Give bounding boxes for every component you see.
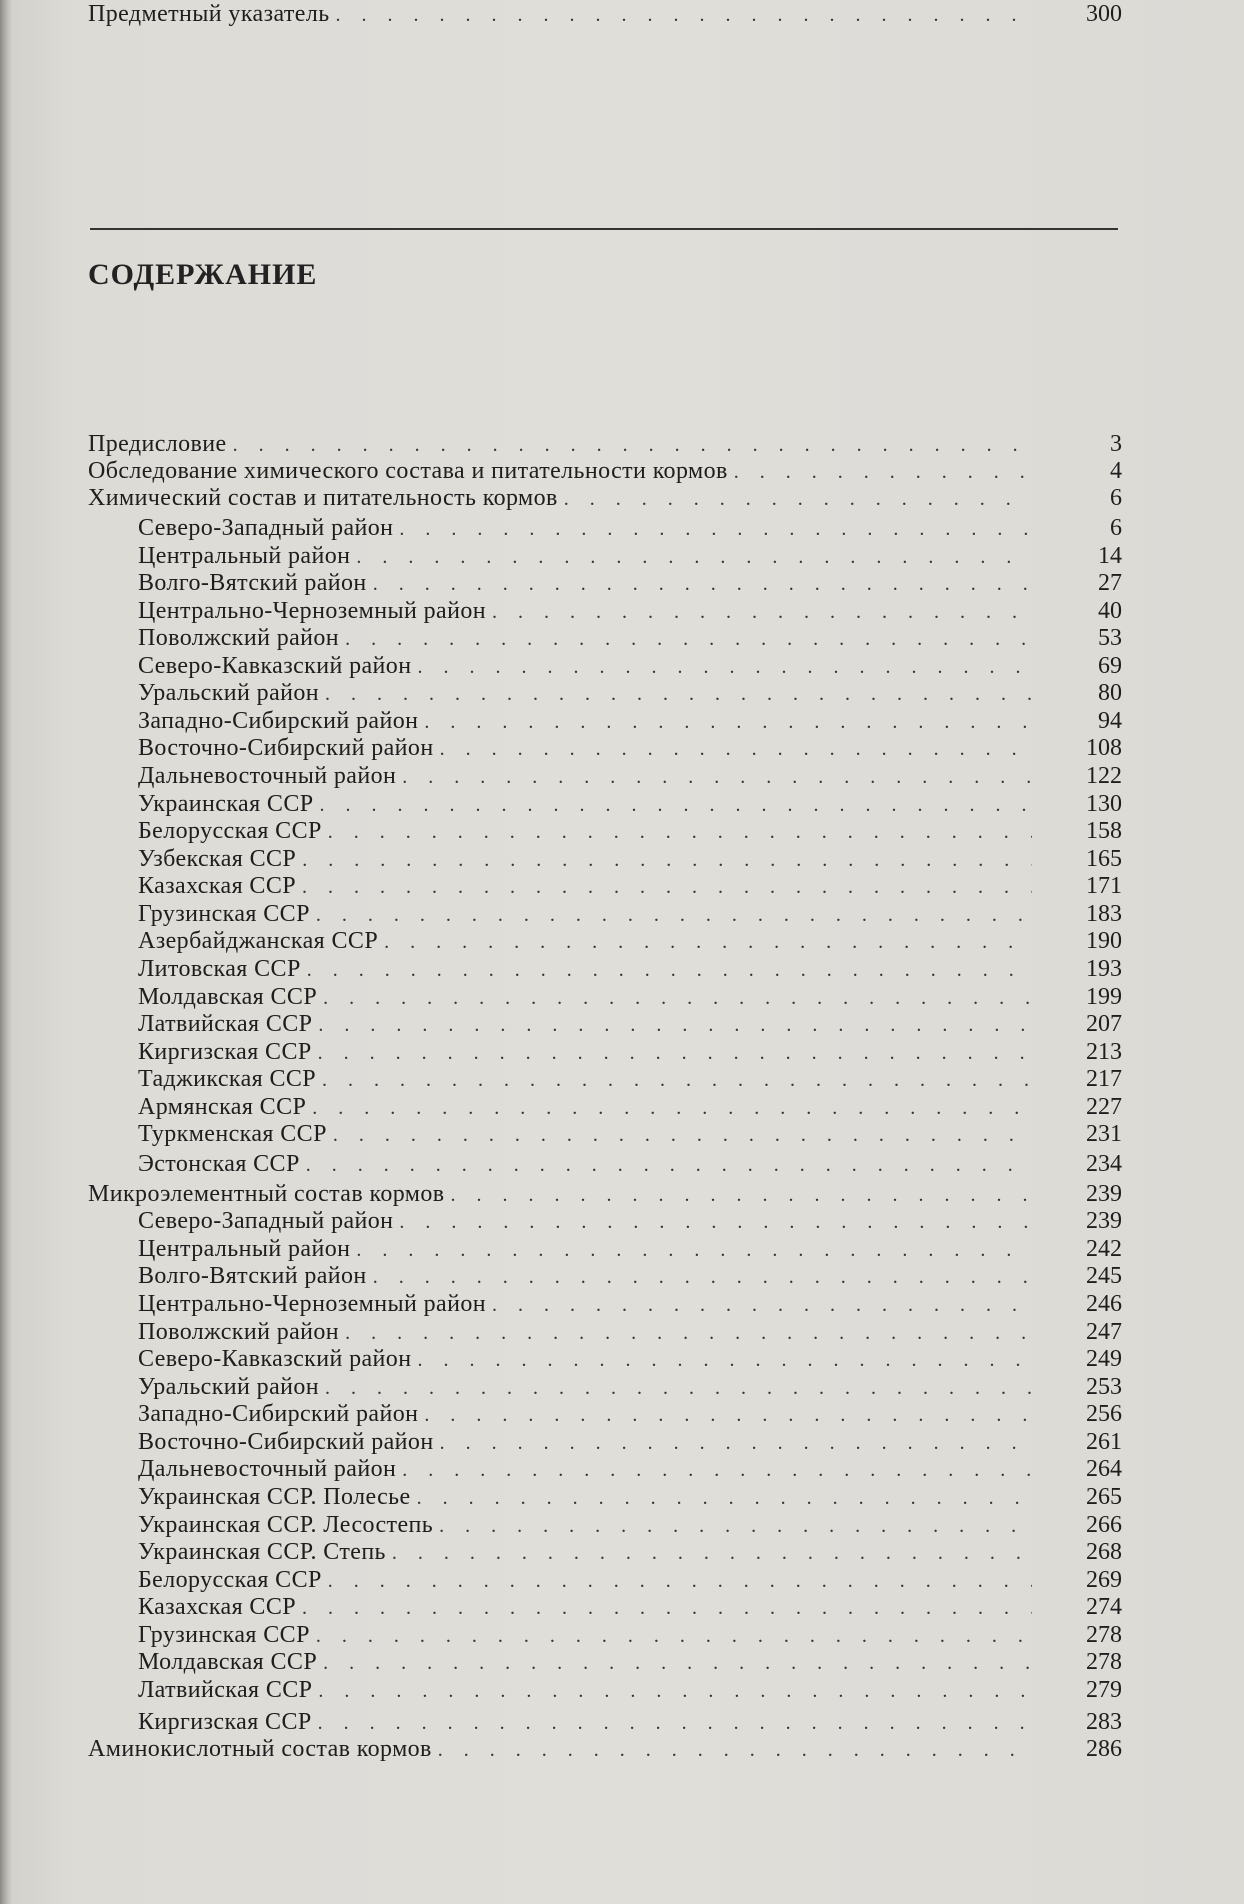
dot-leader	[402, 1456, 1032, 1484]
toc-page-number: 183	[1086, 901, 1122, 927]
toc-page-number: 40	[1098, 598, 1122, 624]
toc-entry-label: Украинская ССР. Лесостепь	[138, 1512, 434, 1538]
toc-page-number: 247	[1086, 1319, 1122, 1345]
toc-entry-label: Западно-Сибирский район	[138, 1401, 419, 1427]
toc-page-number: 231	[1086, 1121, 1122, 1147]
toc-page-number: 278	[1086, 1649, 1122, 1675]
toc-page-number: 256	[1086, 1401, 1122, 1427]
dot-leader	[439, 1512, 1032, 1540]
toc-page-number: 234	[1086, 1151, 1122, 1177]
toc-page-number: 268	[1086, 1539, 1122, 1565]
toc-subsection-entry	[138, 845, 1122, 873]
toc-subsection-entry	[138, 1566, 1122, 1594]
dot-leader	[356, 543, 1032, 571]
toc-subsection-entry	[138, 1207, 1122, 1235]
dot-leader	[233, 431, 1032, 459]
toc-subsection-entry	[138, 1150, 1122, 1178]
dot-leader	[318, 1039, 1032, 1067]
toc-subsection-entry	[138, 1483, 1122, 1511]
toc-page-number: 53	[1098, 625, 1122, 651]
toc-entry-label: Украинская ССР. Степь	[138, 1539, 386, 1565]
toc-page-number: 199	[1086, 984, 1122, 1010]
toc-entry-label: Молдавская ССР	[138, 1649, 318, 1675]
toc-subsection-entry	[138, 927, 1122, 955]
page-title: СОДЕРЖАНИЕ	[88, 258, 318, 291]
toc-entry-label: Белорусская ССР	[138, 818, 322, 844]
dot-leader	[564, 485, 1032, 513]
toc-section-entry	[88, 457, 1122, 485]
toc-page-number: 246	[1086, 1291, 1122, 1317]
toc-entry-label: Казахская ССР	[138, 873, 296, 899]
toc-page-number: 6	[1110, 515, 1122, 541]
toc-page-number: 165	[1086, 846, 1122, 872]
dot-leader	[392, 1539, 1032, 1567]
dot-leader	[320, 791, 1033, 819]
dot-leader	[302, 846, 1032, 874]
toc-entry-label: Украинская ССР. Полесье	[138, 1484, 411, 1510]
toc-page-number: 239	[1086, 1208, 1122, 1234]
toc-page-number: 217	[1086, 1066, 1122, 1092]
dot-leader	[318, 1011, 1032, 1039]
dot-leader	[734, 458, 1032, 486]
toc-subsection-entry	[138, 569, 1122, 597]
toc-page-number: 207	[1086, 1011, 1122, 1037]
toc-entry-label: Белорусская ССР	[138, 1567, 322, 1593]
toc-entry-label: Таджикская ССР	[138, 1066, 317, 1092]
toc-entry-label: Туркменская ССР	[138, 1121, 327, 1147]
toc-page-number: 27	[1098, 570, 1122, 596]
dot-leader	[356, 1236, 1032, 1264]
dot-leader	[333, 1121, 1032, 1149]
toc-subsection-entry	[138, 1708, 1122, 1736]
dot-leader	[316, 1622, 1032, 1650]
toc-entry-label: Центрально-Черноземный район	[138, 598, 486, 624]
toc-entry-label: Латвийская ССР	[138, 1677, 313, 1703]
dot-leader	[492, 598, 1032, 626]
toc-entry-label: Западно-Сибирский район	[138, 708, 419, 734]
toc-page-number: 130	[1086, 791, 1122, 817]
toc-entry-label: Центральный район	[138, 543, 351, 569]
toc-subsection-entry	[138, 597, 1122, 625]
dot-leader	[440, 1429, 1032, 1457]
dot-leader	[323, 1649, 1032, 1677]
toc-page-number: 265	[1086, 1484, 1122, 1510]
toc-section-entry	[88, 1180, 1122, 1208]
toc-page-number: 286	[1086, 1736, 1122, 1762]
header-rule	[90, 228, 1118, 230]
toc-entry-label: Поволжский район	[138, 625, 340, 651]
toc-entry-label: Северо-Кавказский район	[138, 1346, 412, 1372]
dot-leader	[384, 928, 1032, 956]
toc-subsection-entry	[138, 1038, 1122, 1066]
toc-section-entry	[88, 484, 1122, 512]
toc-page-number: 274	[1086, 1594, 1122, 1620]
dot-leader	[373, 1263, 1032, 1291]
toc-subsection-entry	[138, 542, 1122, 570]
toc-entry-label: Киргизская ССР	[138, 1039, 312, 1065]
toc-page-number: 264	[1086, 1456, 1122, 1482]
toc-subsection-entry	[138, 1318, 1122, 1346]
toc-entry-label: Киргизская ССР	[138, 1709, 312, 1735]
toc-page-number: 266	[1086, 1512, 1122, 1538]
toc-entry-label: Предисловие	[88, 431, 227, 457]
dot-leader	[328, 818, 1032, 846]
toc-subsection-entry	[138, 1593, 1122, 1621]
toc-page-number: 171	[1086, 873, 1122, 899]
toc-page-number: 261	[1086, 1429, 1122, 1455]
toc-entry-label: Дальневосточный район	[138, 1456, 397, 1482]
toc-subsection-entry	[138, 872, 1122, 900]
dot-leader	[325, 680, 1032, 708]
toc-entry-label: Центрально-Черноземный район	[138, 1291, 486, 1317]
dot-leader	[318, 1709, 1032, 1737]
toc-subsection-entry	[138, 1428, 1122, 1456]
toc-subsection-entry	[138, 734, 1122, 762]
toc-entry-label: Восточно-Сибирский район	[138, 735, 434, 761]
dot-leader	[325, 1374, 1032, 1402]
toc-subsection-entry	[138, 707, 1122, 735]
toc-section-entry	[88, 430, 1122, 458]
toc-subsection-entry	[138, 1290, 1122, 1318]
dot-leader	[402, 763, 1032, 791]
dot-leader	[318, 1677, 1032, 1705]
toc-subsection-entry	[138, 955, 1122, 983]
dot-leader	[345, 625, 1032, 653]
toc-entry-label: Северо-Западный район	[138, 1208, 394, 1234]
toc-page-number: 300	[1086, 1, 1122, 27]
toc-subsection-entry	[138, 983, 1122, 1011]
toc-subsection-entry	[138, 762, 1122, 790]
toc-subsection-entry	[138, 624, 1122, 652]
toc-entry-label: Украинская ССР	[138, 791, 314, 817]
toc-page-number: 4	[1110, 458, 1122, 484]
toc-subsection-entry	[138, 1538, 1122, 1566]
toc-subsection-entry	[138, 652, 1122, 680]
dot-leader	[417, 1346, 1032, 1374]
dot-leader	[302, 873, 1032, 901]
toc-page-number: 249	[1086, 1346, 1122, 1372]
toc-subsection-entry	[138, 900, 1122, 928]
toc-page-number: 80	[1098, 680, 1122, 706]
toc-entry-label: Армянская ССР	[138, 1094, 307, 1120]
toc-page-number: 278	[1086, 1622, 1122, 1648]
dot-leader	[345, 1319, 1032, 1347]
dot-leader	[373, 570, 1032, 598]
toc-subsection-entry	[138, 1345, 1122, 1373]
toc-entry-label: Волго-Вятский район	[138, 570, 367, 596]
toc-entry-label: Латвийская ССР	[138, 1011, 313, 1037]
toc-subsection-entry	[138, 1373, 1122, 1401]
toc-entry-label: Уральский район	[138, 1374, 320, 1400]
toc-section-entry	[88, 0, 1122, 28]
toc-entry-label: Предметный указатель	[88, 1, 330, 27]
toc-entry-label: Эстонская ССР	[138, 1151, 300, 1177]
toc-entry-label: Микроэлементный состав кормов	[88, 1181, 445, 1207]
toc-subsection-entry	[138, 1648, 1122, 1676]
dot-leader	[399, 515, 1032, 543]
dot-leader	[417, 653, 1032, 681]
toc-page-number: 245	[1086, 1263, 1122, 1289]
toc-page-number: 190	[1086, 928, 1122, 954]
toc-subsection-entry	[138, 1455, 1122, 1483]
toc-page-number: 239	[1086, 1181, 1122, 1207]
toc-page-number: 213	[1086, 1039, 1122, 1065]
toc-entry-label: Грузинская ССР	[138, 1622, 310, 1648]
toc-page-number: 6	[1110, 485, 1122, 511]
toc-subsection-entry	[138, 1120, 1122, 1148]
toc-entry-label: Казахская ССР	[138, 1594, 296, 1620]
dot-leader	[417, 1484, 1032, 1512]
dot-leader	[424, 1401, 1032, 1429]
toc-subsection-entry	[138, 1676, 1122, 1704]
toc-entry-label: Азербайджанская ССР	[138, 928, 379, 954]
toc-page-number: 94	[1098, 708, 1122, 734]
toc-page-number: 122	[1086, 763, 1122, 789]
toc-subsection-entry	[138, 817, 1122, 845]
toc-entry-label: Восточно-Сибирский район	[138, 1429, 434, 1455]
toc-entry-label: Уральский район	[138, 680, 320, 706]
toc-page-number: 3	[1110, 431, 1122, 457]
toc-page-number: 158	[1086, 818, 1122, 844]
toc-subsection-entry	[138, 679, 1122, 707]
toc-subsection-entry	[138, 1621, 1122, 1649]
dot-leader	[399, 1208, 1032, 1236]
toc-page-number: 269	[1086, 1567, 1122, 1593]
dot-leader	[492, 1291, 1032, 1319]
toc-page-number: 279	[1086, 1677, 1122, 1703]
dot-leader	[316, 901, 1032, 929]
toc-entry-label: Дальневосточный район	[138, 763, 397, 789]
book-spine-edge	[0, 0, 12, 1904]
toc-page-number: 193	[1086, 956, 1122, 982]
toc-entry-label: Обследование химического состава и питательности кормов	[88, 458, 728, 484]
toc-subsection-entry	[138, 790, 1122, 818]
toc-entry-label: Узбекская ССР	[138, 846, 297, 872]
toc-subsection-entry	[138, 1235, 1122, 1263]
dot-leader	[440, 735, 1032, 763]
dot-leader	[307, 956, 1032, 984]
toc-subsection-entry	[138, 1400, 1122, 1428]
toc-page-number: 242	[1086, 1236, 1122, 1262]
toc-subsection-entry	[138, 1065, 1122, 1093]
toc-entry-label: Химический состав и питательность кормов	[88, 485, 558, 511]
toc-page-number: 69	[1098, 653, 1122, 679]
toc-entry-label: Северо-Западный район	[138, 515, 394, 541]
dot-leader	[438, 1736, 1032, 1764]
dot-leader	[323, 984, 1032, 1012]
toc-subsection-entry	[138, 1010, 1122, 1038]
toc-entry-label: Северо-Кавказский район	[138, 653, 412, 679]
toc-section-entry	[88, 1735, 1122, 1763]
dot-leader	[328, 1567, 1032, 1595]
toc-entry-label: Центральный район	[138, 1236, 351, 1262]
toc-page-number: 253	[1086, 1374, 1122, 1400]
dot-leader	[424, 708, 1032, 736]
toc-page-number: 14	[1098, 543, 1122, 569]
toc-entry-label: Волго-Вятский район	[138, 1263, 367, 1289]
dot-leader	[306, 1151, 1032, 1179]
toc-subsection-entry	[138, 1262, 1122, 1290]
toc-subsection-entry	[138, 1511, 1122, 1539]
dot-leader	[302, 1594, 1032, 1622]
toc-entry-label: Грузинская ССР	[138, 901, 310, 927]
toc-entry-label: Молдавская ССР	[138, 984, 318, 1010]
toc-entry-label: Аминокислотный состав кормов	[88, 1736, 432, 1762]
dot-leader	[450, 1181, 1032, 1209]
toc-entry-label: Поволжский район	[138, 1319, 340, 1345]
dot-leader	[336, 1, 1032, 29]
dot-leader	[322, 1066, 1032, 1094]
toc-entry-label: Литовская ССР	[138, 956, 301, 982]
toc-page-number: 227	[1086, 1094, 1122, 1120]
toc-page-number: 283	[1086, 1709, 1122, 1735]
toc-subsection-entry	[138, 514, 1122, 542]
dot-leader	[312, 1094, 1032, 1122]
toc-page-number: 108	[1086, 735, 1122, 761]
toc-subsection-entry	[138, 1093, 1122, 1121]
